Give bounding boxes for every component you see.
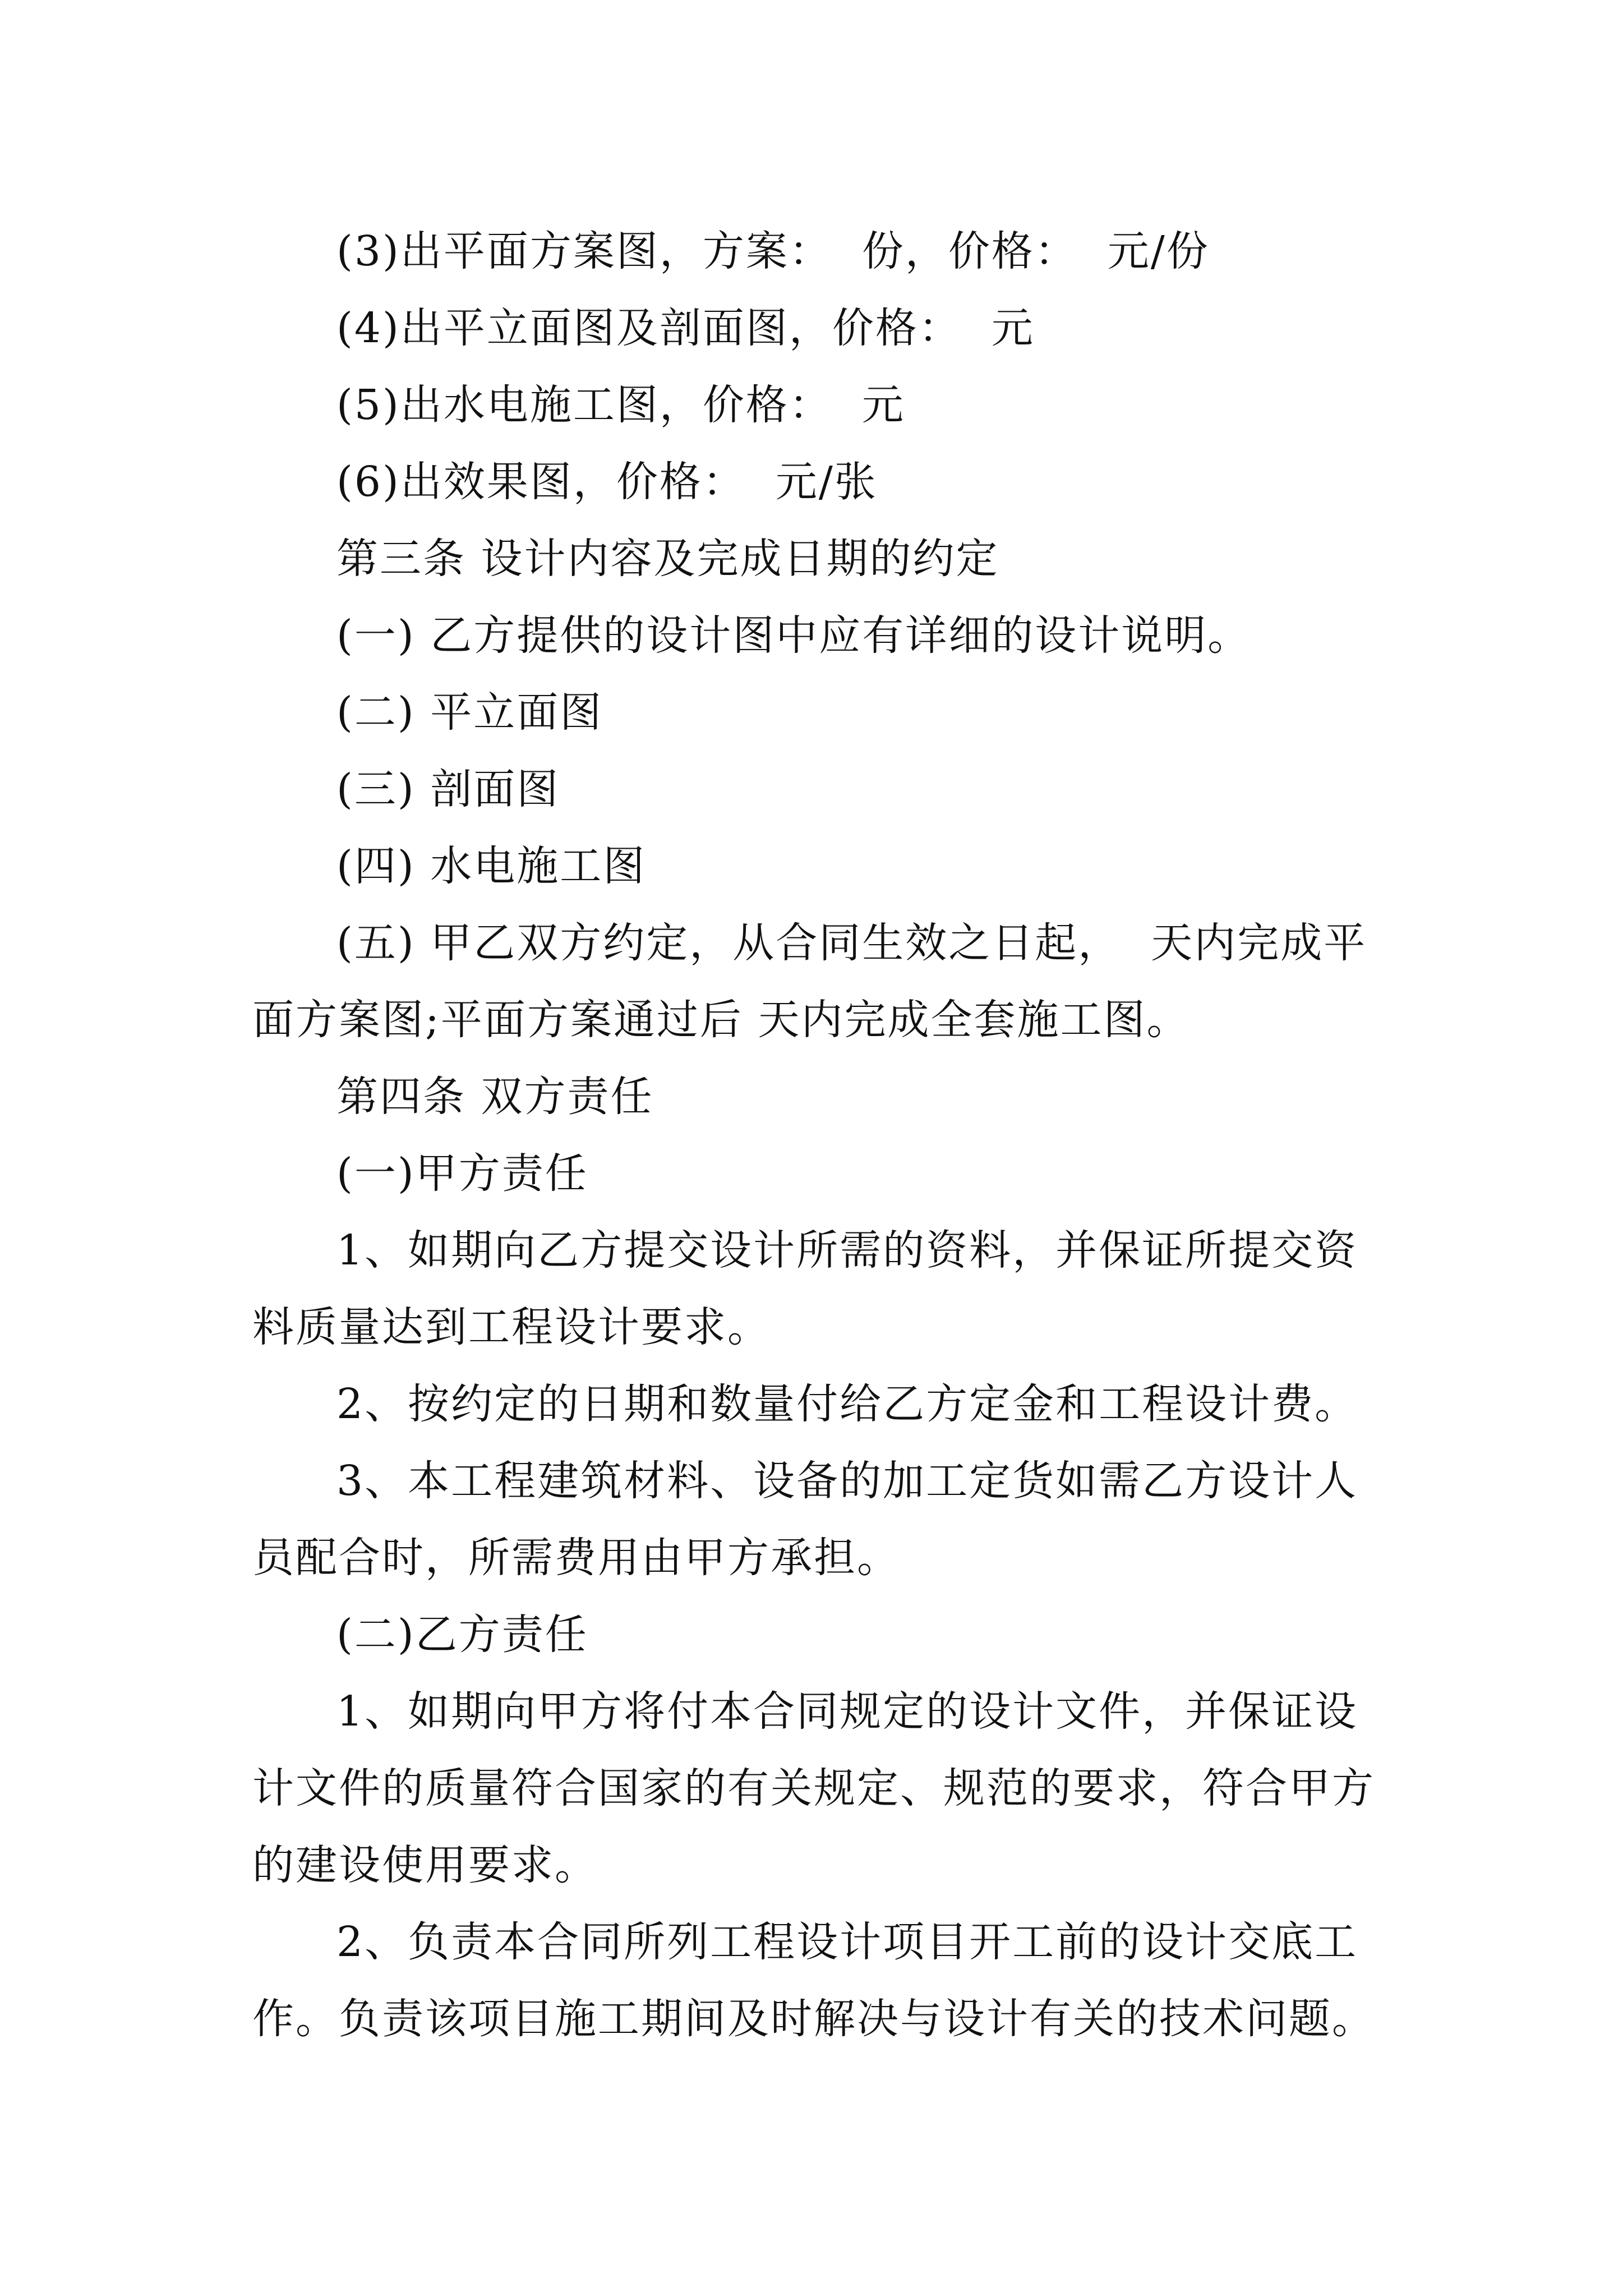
text-line-article-3-item-3: (三) 剖面图 [336, 765, 560, 813]
text-line-party-b-1-cont: 计文件的质量符合国家的有关规定、规范的要求，符合甲方 [252, 1764, 1375, 1812]
text-line-article-3-item-5-cont: 面方案图;平面方案通过后 天内完成全套施工图。 [252, 996, 1190, 1044]
party-b-heading: (二)乙方责任 [336, 1611, 588, 1659]
text-line-party-b-1-cont-2: 的建设使用要求。 [252, 1841, 598, 1889]
text-line-party-b-1: 1、如期向甲方将付本合同规定的设计文件，并保证设 [336, 1687, 1358, 1736]
text-line-design-item-5: (5)出水电施工图，价格： 元 [336, 381, 905, 429]
text-line-party-a-3: 3、本工程建筑材料、设备的加工定货如需乙方设计人 [336, 1457, 1358, 1505]
text-line-design-item-3: (3)出平面方案图，方案： 份，价格： 元/份 [336, 227, 1210, 275]
text-line-article-3-item-2: (二) 平立面图 [336, 688, 603, 737]
text-line-article-3-item-1: (一) 乙方提供的设计图中应有详细的设计说明。 [336, 611, 1251, 660]
text-line-article-3-item-4: (四) 水电施工图 [336, 842, 647, 890]
text-line-party-a-1: 1、如期向乙方提交设计所需的资料，并保证所提交资 [336, 1226, 1358, 1274]
document-body [252, 213, 1385, 2058]
text-line-party-b-2-cont: 作。负责该项目施工期间及时解决与设计有关的技术问题。 [252, 1995, 1375, 2043]
party-a-heading: (一)甲方责任 [336, 1149, 588, 1198]
text-line-party-b-2: 2、负责本合同所列工程设计项目开工前的设计交底工 [336, 1918, 1358, 1966]
article-3-heading: 第三条 设计内容及完成日期的约定 [336, 535, 999, 583]
text-line-design-item-4: (4)出平立面图及剖面图，价格： 元 [336, 304, 1035, 352]
article-4-heading: 第四条 双方责任 [336, 1073, 654, 1121]
text-line-article-3-item-5: (五) 甲乙双方约定，从合同生效之日起， 天内完成平 [336, 919, 1367, 967]
text-line-party-a-1-cont: 料质量达到工程设计要求。 [252, 1303, 771, 1351]
text-line-party-a-2: 2、按约定的日期和数量付给乙方定金和工程设计费。 [336, 1380, 1358, 1428]
text-line-party-a-3-cont: 员配合时，所需费用由甲方承担。 [252, 1534, 900, 1582]
text-line-design-item-6: (6)出效果图，价格： 元/张 [336, 458, 878, 506]
